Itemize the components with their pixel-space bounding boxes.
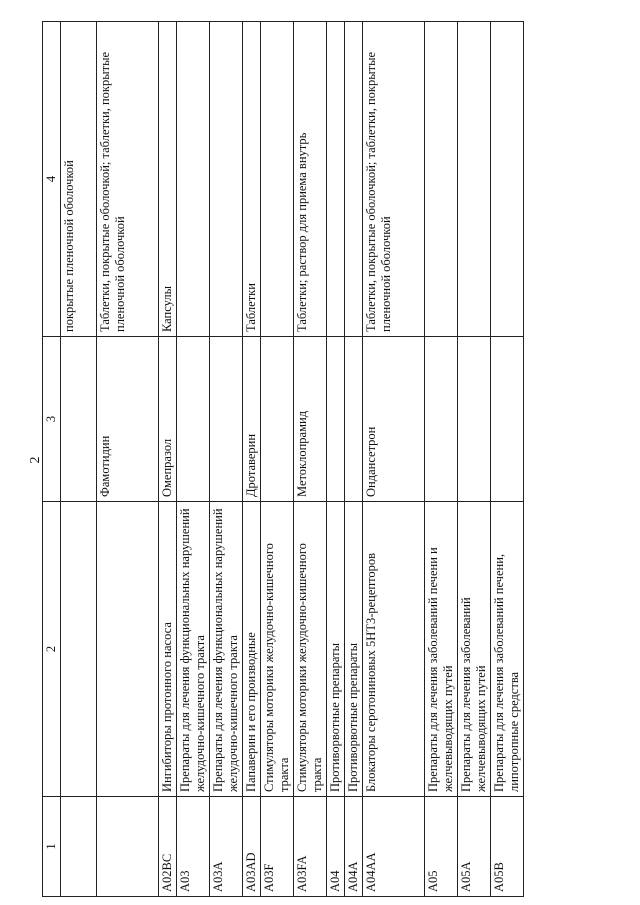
name-cell: Препараты для лечения заболеваний желчевыводящих путей (458, 502, 491, 797)
drug-cell (458, 337, 491, 502)
table-row (491, 22, 524, 897)
page-number: 2 (28, 456, 43, 464)
header-cell: 2 (43, 502, 61, 797)
code-cell: A05B (491, 797, 524, 897)
table-row (210, 22, 243, 897)
drug-cell: Метоклопрамид (294, 337, 327, 502)
drug-cell: Дротаверин (243, 337, 261, 502)
drug-cell (345, 337, 363, 502)
table-row (363, 22, 425, 897)
table-row (61, 22, 97, 897)
name-cell: Противорвотные препараты (327, 502, 345, 797)
drug-cell (327, 337, 345, 502)
drug-cell: Фамотидин (97, 337, 159, 502)
table-row (177, 22, 210, 897)
form-cell: Таблетки; раствор для приема внутрь (294, 22, 327, 337)
name-cell: Стимуляторы моторики желудочно-кишечного тракта (261, 502, 294, 797)
table-row (159, 22, 177, 897)
code-cell (97, 797, 159, 897)
table-row (345, 22, 363, 897)
code-cell: A05 (425, 797, 458, 897)
name-cell: Стимуляторы моторики желудочно-кишечного тракта (294, 502, 327, 797)
code-cell: A02BC (159, 797, 177, 897)
code-cell: A03A (210, 797, 243, 897)
form-cell (425, 22, 458, 337)
form-cell: Таблетки, покрытые оболочкой; таблетки, покрытые пленочной оболочкой (97, 22, 159, 337)
drug-cell (261, 337, 294, 502)
name-cell (97, 502, 159, 797)
form-cell (458, 22, 491, 337)
code-cell: A04AA (363, 797, 425, 897)
drug-cell (491, 337, 524, 502)
name-cell: Препараты для лечения заболеваний печени, липотропные средства (491, 502, 524, 797)
drug-cell: Омепразол (159, 337, 177, 502)
name-cell: Препараты для лечения функциональных нарушений желудочно-кишечного тракта (177, 502, 210, 797)
header-cell: 4 (43, 22, 61, 337)
form-cell (177, 22, 210, 337)
name-cell (61, 502, 97, 797)
code-cell: A04A (345, 797, 363, 897)
code-cell: A03F (261, 797, 294, 897)
form-cell: покрытые пленочной оболочкой (61, 22, 97, 337)
code-cell: A03 (177, 797, 210, 897)
form-cell (327, 22, 345, 337)
name-cell: Препараты для лечения функциональных нарушений желудочно-кишечного тракта (210, 502, 243, 797)
form-cell (261, 22, 294, 337)
drug-cell: Ондансетрон (363, 337, 425, 502)
header-row (43, 22, 61, 897)
table-row (327, 22, 345, 897)
header-cell: 3 (43, 337, 61, 502)
code-cell: A03FA (294, 797, 327, 897)
form-cell (491, 22, 524, 337)
code-cell (61, 797, 97, 897)
name-cell: Ингибиторы протонного насоса (159, 502, 177, 797)
drug-cell (425, 337, 458, 502)
name-cell: Блокаторы серотониновых 5HT3-рецепторов (363, 502, 425, 797)
table-row (458, 22, 491, 897)
table-row (97, 22, 159, 897)
drug-cell (61, 337, 97, 502)
table-row (261, 22, 294, 897)
name-cell: Папаверин и его производные (243, 502, 261, 797)
code-cell: A03AD (243, 797, 261, 897)
form-cell (210, 22, 243, 337)
name-cell: Препараты для лечения заболеваний печени и желчевыводящих путей (425, 502, 458, 797)
table-row (425, 22, 458, 897)
drug-table (42, 21, 524, 897)
table-row (243, 22, 261, 897)
form-cell: Таблетки, покрытые оболочкой; таблетки, покрытые пленочной оболочкой (363, 22, 425, 337)
form-cell: Таблетки (243, 22, 261, 337)
form-cell (345, 22, 363, 337)
drug-cell (177, 337, 210, 502)
form-cell: Капсулы (159, 22, 177, 337)
drug-cell (210, 337, 243, 502)
code-cell: A05A (458, 797, 491, 897)
code-cell: A04 (327, 797, 345, 897)
name-cell: Противорвотные препараты (345, 502, 363, 797)
header-cell: 1 (43, 797, 61, 897)
table-row (294, 22, 327, 897)
